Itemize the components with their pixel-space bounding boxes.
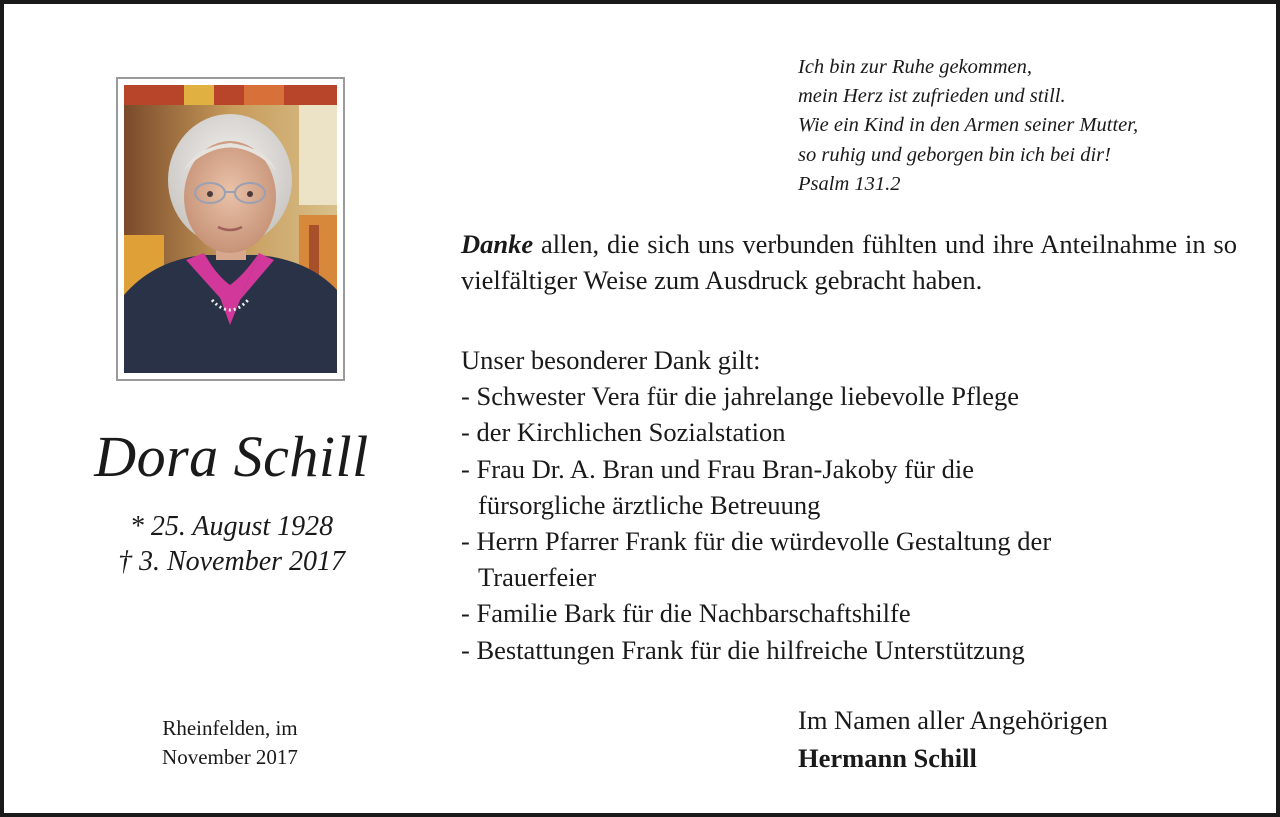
psalm-line: Ich bin zur Ruhe gekommen, xyxy=(798,56,1032,78)
portrait-photo xyxy=(124,85,337,373)
list-item-continuation: fürsorgliche ärztliche Betreuung xyxy=(478,489,821,520)
thanks-text: allen, die sich uns verbunden fühlten und ihre Anteilnahme in so vielfältiger Weise zum Ausdruck gebracht haben. xyxy=(461,229,1237,295)
portrait-photo-frame xyxy=(116,77,345,381)
psalm-line: so ruhig und geborgen bin ich bei dir! xyxy=(798,143,1111,166)
signature-line: Im Namen aller Angehörigen xyxy=(798,705,1108,735)
place-and-date xyxy=(104,714,356,772)
thanks-lead-word: Danke xyxy=(461,229,534,259)
psalm-reference: Psalm 131.2 xyxy=(798,172,901,195)
death-date: † 3. November 2017 xyxy=(117,546,346,577)
thanks-paragraph xyxy=(461,226,1237,298)
life-dates xyxy=(64,509,399,579)
list-item: - Frau Dr. A. Bran und Frau Bran-Jakoby für die xyxy=(461,453,974,484)
list-item: - Bestattungen Frank für die hilfreiche Unterstützung xyxy=(461,634,1025,665)
list-item: - Familie Bark für die Nachbarschaftshilfe xyxy=(461,598,911,629)
place-line-1: Rheinfelden, im xyxy=(162,716,298,740)
psalm-line: mein Herz ist zufrieden und still. xyxy=(798,85,1066,108)
birth-date: * 25. August 1928 xyxy=(129,511,334,542)
special-thanks-list xyxy=(461,342,1251,668)
list-item-continuation: Trauerfeier xyxy=(478,562,597,593)
psalm-quote xyxy=(798,53,1138,199)
list-item: - der Kirchlichen Sozialstation xyxy=(461,417,786,448)
deceased-name: Dora Schill xyxy=(94,424,369,489)
signature-block xyxy=(798,701,1108,777)
place-line-2: November 2017 xyxy=(162,745,298,769)
signer-name: Hermann Schill xyxy=(798,743,977,773)
special-thanks-heading: Unser besonderer Dank gilt: xyxy=(461,345,761,375)
list-item: - Schwester Vera für die jahrelange liebevolle Pflege xyxy=(461,381,1019,412)
list-item: - Herrn Pfarrer Frank für die würdevolle Gestaltung der xyxy=(461,526,1052,557)
psalm-line: Wie ein Kind in den Armen seiner Mutter, xyxy=(798,114,1139,137)
